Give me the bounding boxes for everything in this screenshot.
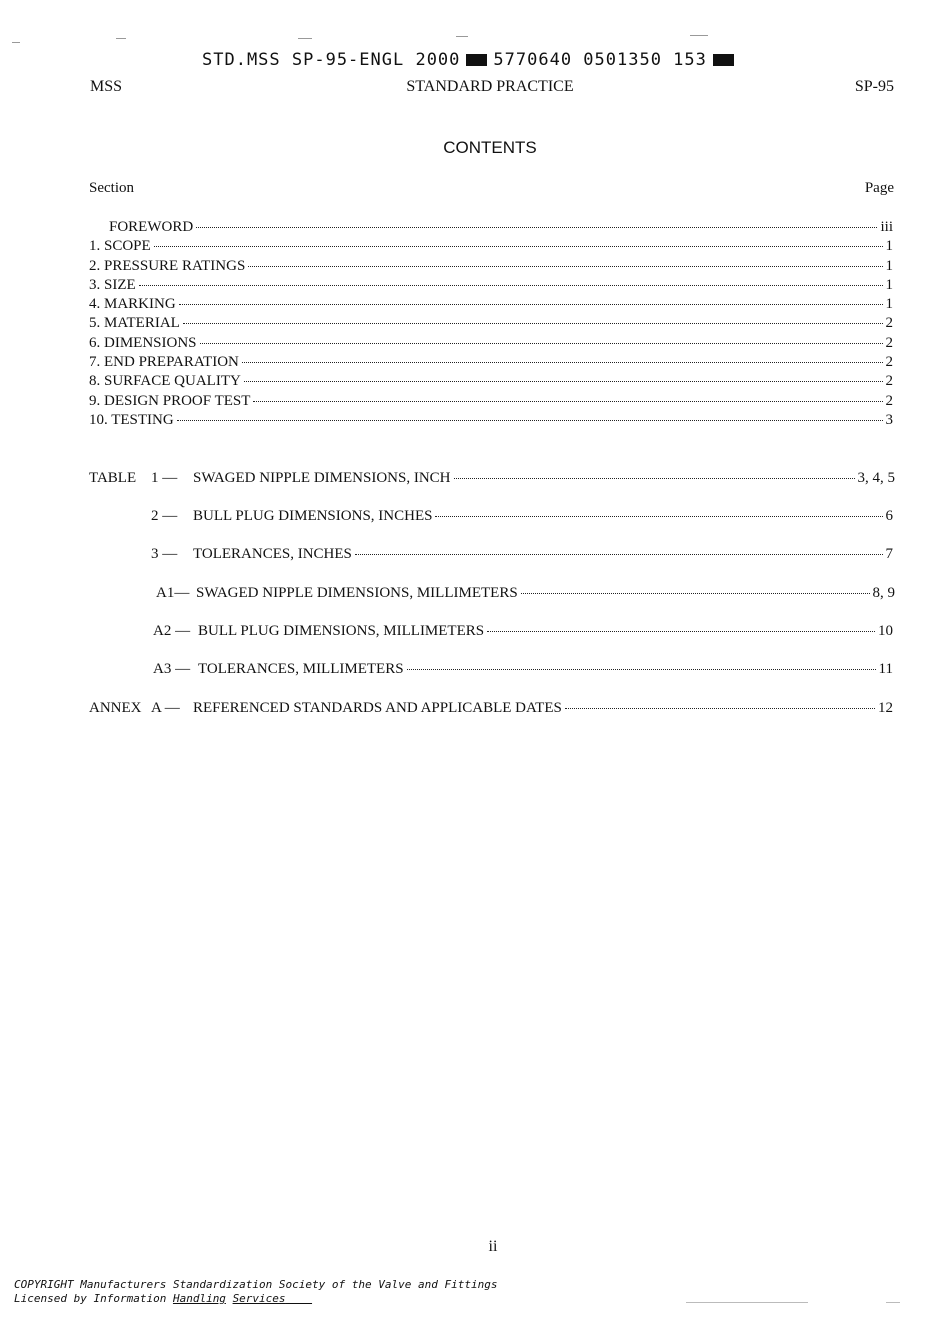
toc-entry-surface-quality[interactable]: [89, 373, 893, 390]
dot-leader: [154, 246, 883, 247]
dot-leader: [200, 343, 883, 344]
toc-table-2[interactable]: [151, 508, 893, 525]
document-code-part2: 5770640 0501350 153: [493, 50, 707, 70]
toc-table-prefix: TABLE: [89, 470, 137, 486]
copyright-footer: [14, 1278, 497, 1306]
toc-entry-label: SWAGED NIPPLE DIMENSIONS, INCH: [193, 470, 451, 486]
dot-leader: [355, 554, 883, 555]
license-text-underlined: Handling: [172, 1292, 226, 1305]
toc-entry-label: REFERENCED STANDARDS AND APPLICABLE DATES: [193, 700, 562, 716]
license-text: Licensed by Information: [14, 1292, 167, 1305]
toc-entry-label: SWAGED NIPPLE DIMENSIONS, MILLIMETERS: [196, 585, 518, 601]
toc-entry-page: 8, 9: [872, 585, 895, 601]
toc-entry-dimensions[interactable]: [89, 335, 893, 352]
toc-entry-label: 1. SCOPE: [89, 238, 151, 254]
copyright-line: COPYRIGHT Manufacturers Standardization Society of the Valve and Fittings: [14, 1278, 498, 1291]
document-code-part1: STD.MSS SP-95-ENGL 2000: [202, 50, 461, 70]
toc-entry-page: 2: [885, 315, 893, 331]
dot-leader: [139, 285, 883, 286]
toc-entry-page: 3: [885, 412, 893, 428]
toc-entry-label: BULL PLUG DIMENSIONS, INCHES: [193, 508, 433, 524]
toc-entry-foreword[interactable]: [109, 219, 893, 236]
toc-table-number: A2 —: [153, 623, 191, 639]
toc-entry-page: 1: [885, 296, 893, 312]
dot-leader: [435, 516, 882, 517]
redaction-block: [713, 54, 734, 66]
dot-leader: [521, 593, 870, 594]
toc-table-a2[interactable]: [153, 623, 893, 640]
toc-entry-label: 2. PRESSURE RATINGS: [89, 258, 246, 274]
dot-leader: [253, 401, 882, 402]
toc-entry-page: 6: [885, 508, 893, 524]
toc-annex-number: A —: [151, 700, 180, 716]
dot-leader: [454, 478, 855, 479]
toc-entry-page: 1: [885, 277, 893, 293]
contents-title: CONTENTS: [443, 138, 537, 157]
toc-table-a3[interactable]: [153, 661, 893, 678]
toc-entry-end-preparation[interactable]: [89, 354, 893, 371]
toc-table-3[interactable]: [151, 546, 893, 563]
redaction-block: [466, 54, 487, 66]
footer-rule: [686, 1302, 808, 1303]
toc-entry-size[interactable]: [89, 277, 893, 294]
toc-entry-label: 9. DESIGN PROOF TEST: [89, 393, 251, 409]
toc-entry-label: BULL PLUG DIMENSIONS, MILLIMETERS: [198, 623, 485, 639]
toc-table-number: 3 —: [151, 546, 178, 562]
toc-entry-label: TOLERANCES, MILLIMETERS: [198, 661, 404, 677]
toc-entry-page: 7: [885, 546, 893, 562]
toc-entry-label: 10. TESTING: [89, 412, 174, 428]
dot-leader: [248, 266, 882, 267]
license-line: [14, 1292, 497, 1306]
dot-leader: [242, 362, 883, 363]
dot-leader: [244, 381, 883, 382]
scan-artifact: [12, 42, 20, 43]
dot-leader: [196, 227, 877, 228]
license-text-services: Services: [232, 1292, 286, 1305]
toc-entry-testing[interactable]: [89, 412, 893, 429]
toc-table-number: 2 —: [151, 508, 178, 524]
toc-table-number: 1 —: [151, 470, 178, 486]
toc-entry-page: 12: [878, 700, 893, 716]
toc-entry-label: 3. SIZE: [89, 277, 136, 293]
toc-entry-label: 8. SURFACE QUALITY: [89, 373, 241, 389]
dot-leader: [407, 669, 876, 670]
toc-entry-scope[interactable]: [89, 238, 893, 255]
toc-entry-page: 2: [885, 335, 893, 351]
document-code: [202, 50, 740, 70]
toc-entry-page: 11: [878, 661, 893, 677]
toc-table-a1[interactable]: [156, 585, 895, 602]
toc-annex-a[interactable]: [89, 700, 893, 717]
toc-table-number: A3 —: [153, 661, 191, 677]
dot-leader: [179, 304, 883, 305]
toc-annex-prefix: ANNEX: [89, 700, 142, 716]
header-title: STANDARD PRACTICE: [406, 78, 574, 95]
scan-artifact: [456, 36, 468, 37]
toc-entry-label: 4. MARKING: [89, 296, 176, 312]
dot-leader: [183, 323, 883, 324]
toc-entry-page: iii: [880, 219, 893, 235]
toc-entry-label: 6. DIMENSIONS: [89, 335, 197, 351]
toc-table-number: A1—: [156, 585, 190, 601]
page-number: ii: [488, 1238, 498, 1255]
toc-entry-page: 10: [878, 623, 893, 639]
toc-entry-marking[interactable]: [89, 296, 893, 313]
toc-entry-label: 5. MATERIAL: [89, 315, 180, 331]
dot-leader: [565, 708, 875, 709]
toc-entry-page: 1: [885, 238, 893, 254]
toc-entry-material[interactable]: [89, 315, 893, 332]
scan-artifact: [116, 38, 126, 39]
toc-table-1[interactable]: [89, 470, 895, 487]
page-column-heading: Page: [864, 180, 894, 196]
toc-entry-page: 3, 4, 5: [857, 470, 895, 486]
toc-entry-page: 1: [885, 258, 893, 274]
section-column-heading: Section: [89, 180, 134, 196]
toc-entry-label: 7. END PREPARATION: [89, 354, 239, 370]
toc-entry-design-proof-test[interactable]: [89, 393, 893, 410]
footer-rule: [886, 1302, 900, 1303]
toc-entry-page: 2: [885, 373, 893, 389]
toc-entry-label: FOREWORD: [109, 219, 194, 235]
scan-artifact: [298, 38, 312, 39]
header-doc-number: SP-95: [854, 78, 894, 95]
scan-artifact: [690, 35, 708, 36]
header-organization: MSS: [90, 78, 123, 95]
toc-entry-page: 2: [885, 393, 893, 409]
dot-leader: [177, 420, 883, 421]
dot-leader: [487, 631, 875, 632]
toc-entry-page: 2: [885, 354, 893, 370]
toc-entry-pressure-ratings[interactable]: [89, 258, 893, 275]
toc-entry-label: TOLERANCES, INCHES: [193, 546, 352, 562]
